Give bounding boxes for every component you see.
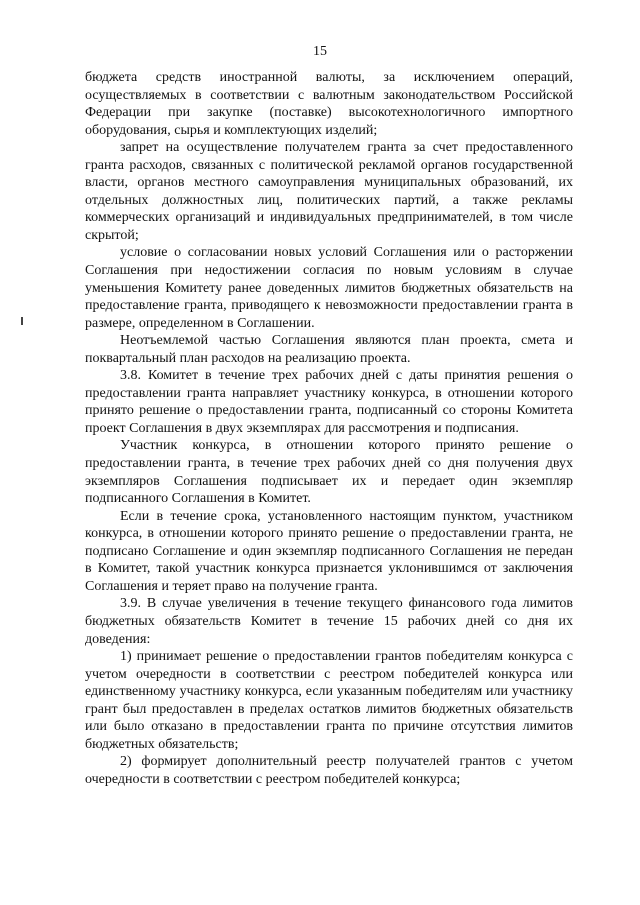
list-item-1: 1) принимает решение о предоставлении грантов победителям конкурса с учетом очередности в соответствии с реестром победителей конкурса или единственному участнику конкурса, если указанным победителям или участнику грант был предоставлен в пределах остатков лимитов бюджетных обязательств или было отказано в предоставлении гранта по причине отсутствия лимитов бюджетных обязательств;: [85, 649, 573, 752]
paragraph-integral-part: Неотъемлемой частью Соглашения являются план проекта, смета и поквартальный план расходов на реализацию проекта.: [85, 333, 573, 366]
paragraph-evasion: Если в течение срока, установленного настоящим пунктом, участником конкурса, в отношении которого принято решение о предоставлении гранта, не подписано Соглашение и один экземпляр подписанного Соглашения не передан в Комитет, такой участник конкурса признается уклонившимся от заключения Соглашения и теряет право на получение гранта.: [85, 508, 573, 594]
paragraph-continuation: бюджета средств иностранной валюты, за исключением операций, осуществляемых в соответствии с валютным законодательством Российской Федерации при закупке (поставке) высокотехнологичного импортного оборудования, сырья и комплектующих изделий;: [85, 70, 573, 138]
list-item-2: 2) формирует дополнительный реестр получателей грантов с учетом очередности в соответствии с реестром победителей конкурса;: [85, 754, 573, 787]
paragraph-participant-signs: Участник конкурса, в отношении которого принято решение о предоставлении гранта, в течение трех рабочих дней со дня получения двух экземпляров Соглашения подписывает их и передает один экземпляр подписанного Соглашения в Комитет.: [85, 438, 573, 507]
paragraph-clause-3-9: 3.9. В случае увеличения в течение текущего финансового года лимитов бюджетных обязательств Комитет в течение 15 рабочих дней со дня их доведения:: [85, 596, 573, 647]
paragraph-advertising-ban: запрет на осуществление получателем гранта за счет предоставленного гранта расходов, связанных с политической рекламой органов государственной власти, органов местного самоуправления муниципальных образований, их отдельных должностных лиц, политических партий, а также рекламы коммерческих организаций и индивидуальных предпринимателей, в том числе скрытой;: [85, 140, 573, 243]
paragraph-agreement-conditions: условие о согласовании новых условий Соглашения или о расторжении Соглашения при недостижении согласия по новым условиям в случае уменьшения Комитету ранее доведенных лимитов бюджетных обязательств на предоставление гранта, приводящего к невозможности предоставлении гранта в размере, определенном в Соглашении.: [85, 245, 573, 331]
margin-mark: [21, 317, 23, 325]
paragraph-clause-3-8: 3.8. Комитет в течение трех рабочих дней с даты принятия решения о предоставлении гранта направляет участнику конкурса, в отношении которого принято решение о предоставлении гранта, подписанный со стороны Комитета проект Соглашения в двух экземплярах для рассмотрения и подписания.: [85, 368, 573, 436]
document-body: [85, 69, 573, 788]
page-number: 15: [313, 44, 327, 59]
